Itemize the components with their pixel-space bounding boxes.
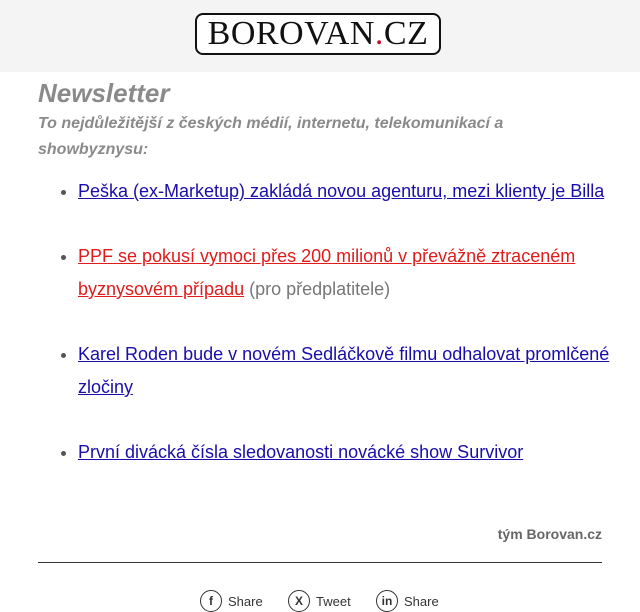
newsletter-subtitle: To nejdůležitější z českých médií, internetu, telekomunikací a showbyznysu: — [38, 115, 504, 158]
tweet-label: Tweet — [316, 593, 351, 609]
facebook-icon: f — [200, 590, 222, 612]
logo-main: BOROVAN — [207, 15, 375, 52]
logo-tld: CZ — [383, 15, 429, 52]
news-link[interactable]: Peška (ex-Marketup) zakládá novou agenturu, mezi klienty je Billa — [78, 181, 605, 201]
divider — [38, 562, 602, 563]
linkedin-icon: in — [376, 590, 398, 612]
share-linkedin-button[interactable] — [376, 590, 439, 612]
header — [0, 0, 640, 72]
news-link[interactable]: Karel Roden bude v novém Sedláčkově filmu odhalovat promlčené zločiny — [78, 344, 610, 397]
share-linkedin-label: Share — [404, 593, 439, 609]
share-facebook-button[interactable] — [200, 590, 263, 612]
list-item — [78, 175, 618, 208]
news-list — [38, 175, 618, 501]
logo-dot: . — [374, 15, 384, 52]
list-item — [78, 240, 618, 306]
news-link[interactable]: První divácká čísla sledovanosti novácké show Survivor — [78, 442, 524, 462]
share-facebook-label: Share — [228, 593, 263, 609]
news-link-paid[interactable]: PPF se pokusí vymoci přes 200 milionů v převážně ztraceném byznysovém případu — [78, 246, 576, 299]
signature: tým Borovan.cz — [497, 526, 602, 542]
x-twitter-icon: X — [288, 590, 310, 612]
subscriber-note: (pro předplatitele) — [244, 279, 391, 299]
borovan-logo[interactable] — [195, 13, 441, 55]
list-item — [78, 436, 618, 469]
newsletter-title: Newsletter — [38, 78, 170, 108]
tweet-button[interactable] — [288, 590, 351, 612]
list-item — [78, 338, 618, 404]
